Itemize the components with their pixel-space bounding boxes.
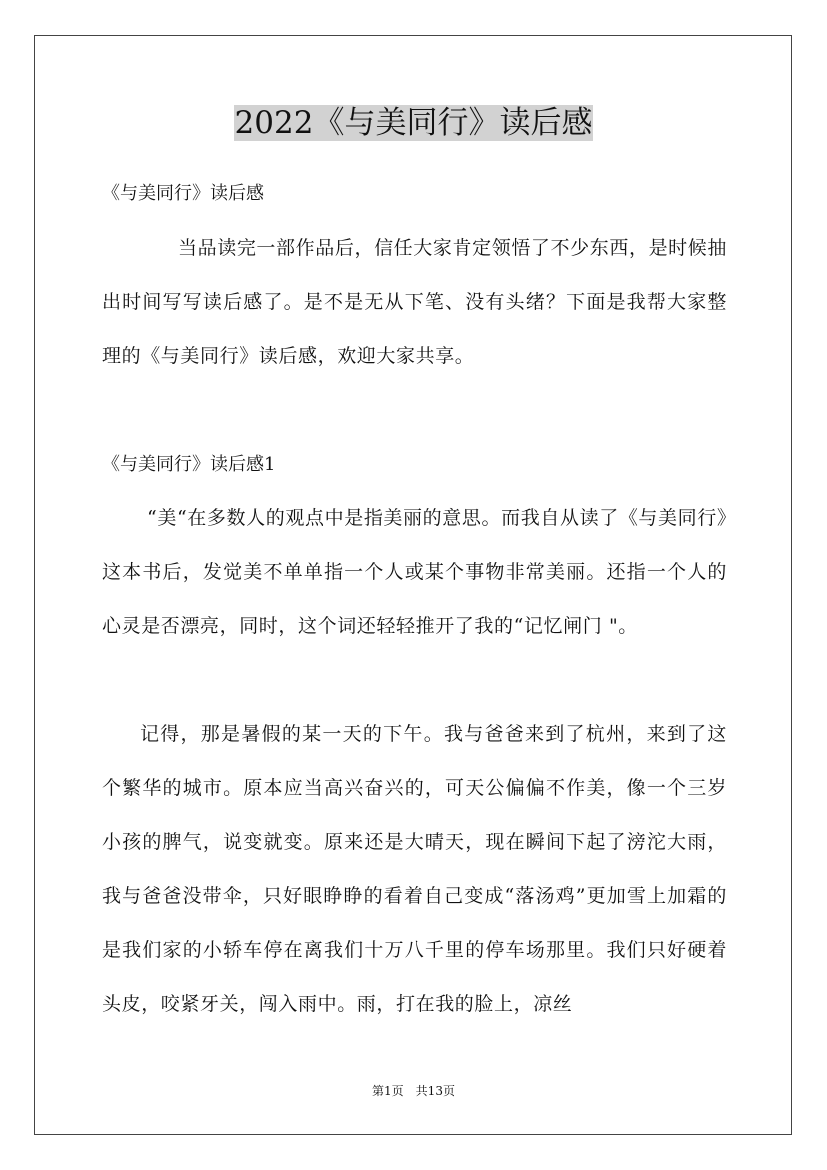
intro-paragraph: 当品读完一部作品后，信任大家肯定领悟了不少东西，是时候抽出时间写写读后感了。是不是无从下笔、没有头绪？下面是我帮大家整理的《与美同行》读后感，欢迎大家共享。 [102, 237, 727, 367]
section-heading-essay-1: 《与美同行》读后感1 [102, 454, 276, 475]
document-title [0, 103, 827, 143]
essay-paragraph-2: 记得，那是暑假的某一天的下午。我与爸爸来到了杭州，来到了这个繁华的城市。原本应当高兴奋兴的，可天公偏偏不作美，像一个三岁小孩的脾气，说变就变。原来还是大晴天，现在瞬间下起了滂沱大雨，我与爸爸没带伞，只好眼睁睁的看着自己变成“落汤鸡”更加雪上加霜的是我们家的小轿车停在离我们十万八千里的停车场那里。我们只好硬着头皮，咬紧牙关，闯入雨中。雨，打在我的脸上，凉丝 [102, 723, 727, 1015]
page-footer: 第1页 共13页 [372, 1084, 455, 1098]
essay-paragraph-1: “美“在多数人的观点中是指美丽的意思。而我自从读了《与美同行》这本书后，发觉美不单单指一个人或某个事物非常美丽。还指一个人的心灵是否漂亮，同时，这个词还轻轻推开了我的“记忆闸门 "。 [102, 507, 727, 637]
section-heading-intro: 《与美同行》读后感 [102, 183, 264, 204]
document-title-text: 2022《与美同行》读后感 [234, 105, 593, 141]
